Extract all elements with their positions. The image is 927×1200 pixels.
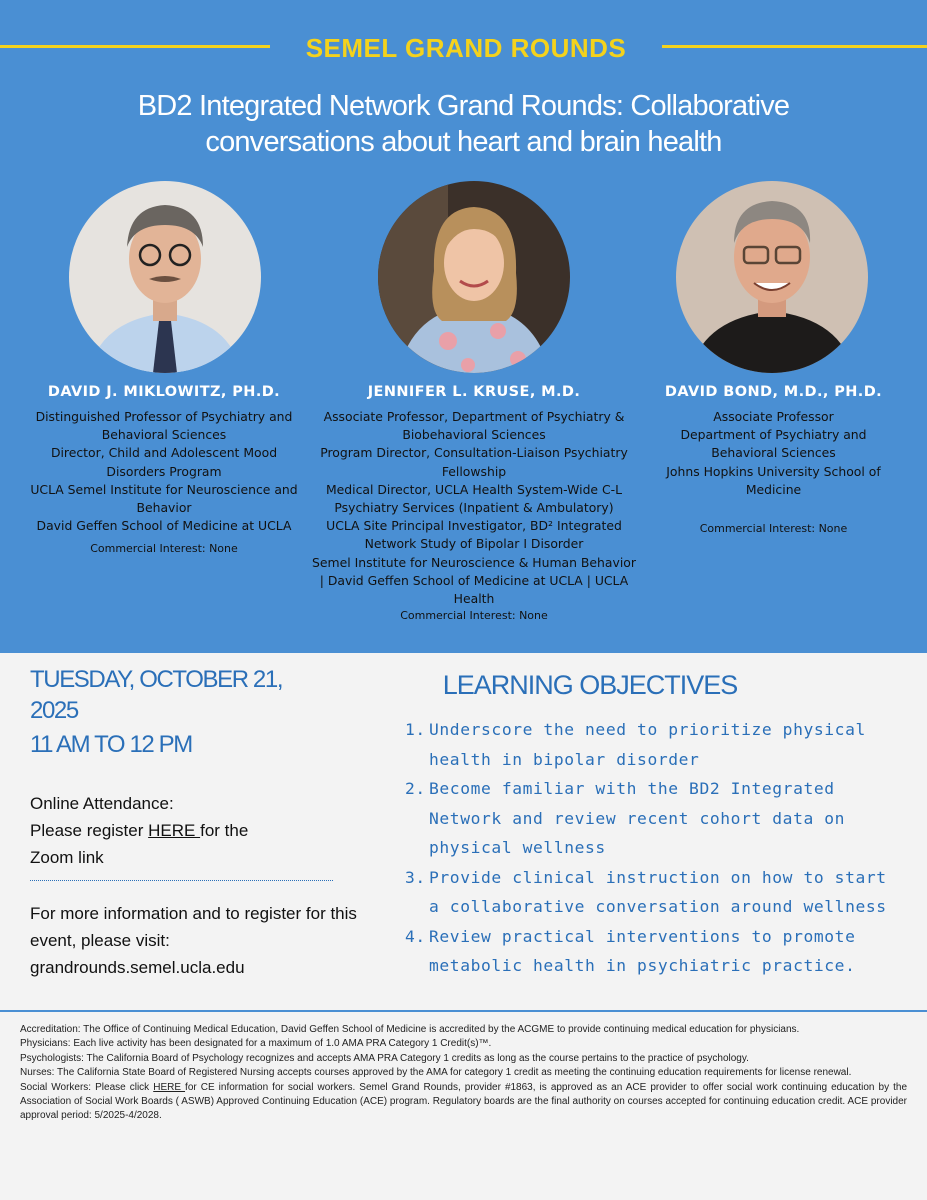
speaker-title-line: Fellowship [441,463,507,479]
speaker-title-line: Distinguished Professor of Psychiatry and [35,409,293,424]
speaker-title-line: Biobehavioral Sciences [402,427,546,443]
objective-number: 2. [405,779,426,798]
speaker-title-line: Program Director, Consultation-Liaison Psychiatry [320,445,628,461]
divider [30,880,333,881]
event-title-line1: BD2 Integrated Network Grand Rounds: Collaborative [137,90,790,122]
objective-text: Review practical interventions to promote metabolic health in psychiatric practice. [429,926,856,975]
more-info [30,900,360,981]
speaker-title-line: Health [453,591,495,607]
website-link[interactable]: grandrounds.semel.ucla.edu [30,958,245,977]
objective-number: 3. [405,867,426,887]
event-title-line2: conversations about heart and brain health [205,126,722,158]
speaker-title-line: Associate Professor, Department of Psychiatry & [323,409,625,424]
objective-number: 4. [405,926,426,946]
footer-separator [0,1010,927,1012]
speaker-photo-kruse [378,181,570,373]
physicians-text: Physicians: Each live activity has been designated for a maximum of 1.0 AMA PRA Category 1 Credit(s)™. [20,1038,492,1050]
objective-item [405,922,905,981]
nurses-text: Nurses: The California State Board of Registered Nursing accepts courses approved by the AMA for category 1 credit as meeting the continuing education requirements for license renewal. [20,1067,852,1079]
objective-text: Become familiar with the BD2 Integrated Network and review recent cohort data on physical wellness [429,779,846,857]
speaker-title-line: Medical Director, UCLA Health System-Wide C-L [325,481,623,497]
speaker-title-line: Johns Hopkins University School of [666,463,881,479]
event-date: TUESDAY, OCTOBER 21, 2025 [30,666,283,724]
register-text: Please register [30,821,149,840]
event-title [100,88,827,160]
social-text-post: for CE information for social workers. Semel Grand Rounds, provider #1863, is approved as an ACE provider to offer social work continuing education by the Association of Social Work Boards ( ASWB) Approved Continuing Education (ACE) program. Regulatory boards are the final authority on courses accepted for continuing education credit. ACE provider approval period: 5/2025-4/2028. [20,1081,908,1122]
speaker-miklowitz [20,380,308,557]
speaker-title-line: Medicine [745,481,802,497]
speaker-bond [640,380,907,537]
zoom-link-text: Zoom link [30,848,104,867]
speaker-title-line: Behavioral Sciences [101,427,227,443]
speaker-name: DAVID J. MIKLOWITZ, PH.D. [47,384,281,400]
speaker-title-line: Network Study of Bipolar I Disorder [364,536,584,552]
speaker-title-line: Behavior [136,500,192,516]
objective-number: 1. [405,720,426,739]
speaker-title-line: | David Geffen School of Medicine at UCLA | UCLA [319,572,629,588]
objective-item [405,863,905,922]
commercial-interest: Commercial Interest: None [90,542,238,556]
objective-item [405,774,905,863]
online-label: Online Attendance: [30,794,174,813]
speaker-title-line: David Geffen School of Medicine at UCLA [36,518,292,534]
speaker-title-line: Semel Institute for Neuroscience & Human Behavior [312,554,636,570]
accreditation-text: Accreditation: The Office of Continuing Medical Education, David Geffen School of Medicine is accredited by the ACGME to provide continuing medical education for physicians. [20,1024,800,1035]
event-time: 11 AM TO 12 PM [30,731,192,758]
social-workers-text [20,1081,907,1124]
speaker-photo-bond [676,181,868,373]
speaker-title-line: Department of Psychiatry and [680,427,867,443]
speaker-title-line: UCLA Site Principal Investigator, BD² Integrated [326,518,622,534]
accreditation-fine-print [20,1023,907,1124]
psychologists-text: Psychologists: The California Board of Psychology recognizes and accepts AMA PRA Category 1 credits as long as the course pertains to the practice of psychology. [20,1052,749,1064]
online-attendance [30,790,350,871]
objective-text: Underscore the need to prioritize physical health in bipolar disorder [429,720,866,769]
speaker-title-line: Associate Professor [713,409,834,424]
speaker-kruse [312,380,636,624]
social-workers-link[interactable]: HERE [153,1081,186,1093]
speaker-title-line: Disorders Program [106,463,222,479]
speaker-title-line: Behavioral Sciences [711,445,836,461]
header-rule-left [0,45,270,48]
commercial-interest: Commercial Interest: None [400,609,548,623]
speaker-title-line: Director, Child and Adolescent Mood [50,445,278,461]
register-text-post: for the [200,821,249,840]
learning-objectives-list [405,715,905,981]
register-line [30,817,350,844]
more-info-text: For more information and to register for this event, please visit: [30,904,357,950]
speaker-title-line: Psychiatry Services (Inpatient & Ambulatory) [334,500,614,516]
social-text-pre: Social Workers: Please click [20,1081,154,1093]
speaker-name: JENNIFER L. KRUSE, M.D. [367,384,581,400]
speaker-title-line: UCLA Semel Institute for Neuroscience and [30,481,298,497]
learning-objectives-title: LEARNING OBJECTIVES [442,670,738,700]
register-link[interactable]: HERE [148,821,201,840]
commercial-interest: Commercial Interest: None [699,522,848,536]
speaker-name: DAVID BOND, M.D., PH.D. [664,384,883,400]
header-rule-right [662,45,927,48]
objective-text: Provide clinical instruction on how to start a collaborative conversation around wellness [429,867,887,916]
speaker-photo-miklowitz [69,181,261,373]
objective-item [405,715,905,774]
series-title: SEMEL GRAND ROUNDS [305,33,627,63]
